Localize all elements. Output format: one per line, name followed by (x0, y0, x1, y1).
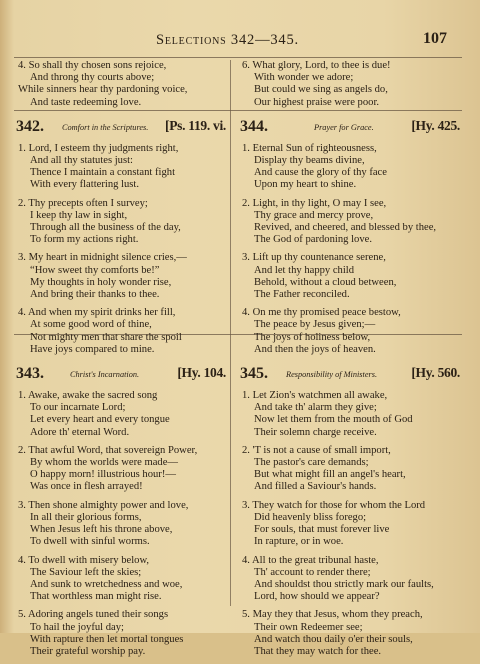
stanza (14, 500, 226, 549)
verse-line: The Father reconciled. (254, 289, 350, 301)
verse-line: I keep thy law in sight, (30, 209, 128, 221)
hymn-title: Prayer for Grace. (314, 122, 374, 132)
verse-line: Their grateful worship pay. (30, 645, 146, 657)
verse-line: In all their glorious forms, (30, 511, 142, 523)
verse-line: When Jesus left his throne above, (30, 524, 173, 536)
hymn-number: 344. (240, 117, 268, 135)
hymn-344 (238, 117, 460, 356)
verse-line: 1. Awake, awake the sacred song (18, 390, 158, 402)
page-header (0, 30, 480, 52)
stanza (238, 390, 460, 439)
verse-line: 4. So shall thy chosen sons rejoice, (18, 60, 167, 71)
verse-line: With rapture then let mortal tongues (30, 633, 184, 645)
hymn-title: Comfort in the Scriptures. (62, 122, 149, 132)
verse-line: Their own Redeemer see; (254, 621, 363, 633)
header-rule (14, 57, 462, 58)
verse-line: Have joys compared to mine. (30, 343, 155, 355)
verse-line: The Saviour left the skies; (30, 566, 142, 578)
verse-line: Thence I maintain a constant fight (30, 167, 176, 179)
verse-line: 2. That awful Word, that sovereign Power, (18, 444, 198, 456)
hymn-reference: [Hy. 104. (177, 365, 226, 381)
verse-line: 3. My heart in midnight silence cries,— (18, 252, 187, 264)
verse-line: 1. Let Zion's watchmen all awake, (242, 390, 388, 402)
verse-line: That they may watch for thee. (254, 645, 382, 657)
stanza (14, 143, 226, 192)
stanza (238, 198, 460, 247)
verse-line: Was once in flesh arrayed! (30, 481, 143, 493)
verse-line: Their solemn charge receive. (254, 426, 377, 438)
verse-line: The peace by Jesus given;— (254, 319, 376, 331)
verse-line: And let thy happy child (254, 264, 355, 276)
verse-line: At some good word of thine, (30, 319, 152, 331)
verse-line: The pastor's care demands; (254, 457, 369, 469)
hymn-heading (14, 364, 226, 386)
verse-line: The joys of holiness below, (254, 331, 371, 343)
verse-line: 5. Adoring angels tuned their songs (18, 609, 169, 621)
verse-line: 2. Thy precepts often I survey; (18, 197, 148, 209)
verse-line: But what might fill an angel's heart, (254, 469, 406, 481)
hymn-number: 345. (240, 365, 268, 383)
verse-line: But could we sing as angels do, (254, 84, 388, 96)
verse-line: With every flattering lust. (30, 179, 140, 191)
verse-line: 4. All to the great tribunal haste, (242, 554, 379, 566)
right-column (238, 60, 460, 664)
verse-line: Through all the business of the day, (30, 222, 181, 234)
hymn-heading (14, 117, 226, 139)
stanza (14, 609, 226, 658)
hymn-title: Responsibility of Ministers. (286, 370, 378, 380)
hymn-342 (14, 117, 226, 356)
page-number: 107 (423, 30, 447, 47)
verse-line: 6. What glory, Lord, to thee is due! (242, 60, 391, 71)
verse-line: And take th' alarm they give; (254, 402, 377, 414)
stanza (14, 252, 226, 301)
hymn-345 (238, 364, 460, 658)
hymn-title: Christ's Incarnation. (70, 370, 140, 380)
verse-line: Not mighty men that share the spoil (30, 331, 182, 343)
stanza (238, 143, 460, 192)
verse-line: 4. And when my spirit drinks her fill, (18, 307, 176, 319)
verse-line: 1. Eternal Sun of righteousness, (242, 142, 377, 154)
stanza (14, 390, 226, 439)
verse-line: Th' account to render there; (254, 566, 371, 578)
verse-line: My thoughts in holy wonder rise, (30, 276, 172, 288)
verse-line: 2. Light, in thy light, O may I see, (242, 197, 387, 209)
hymn-number: 343. (16, 365, 44, 383)
stanza (14, 198, 226, 247)
verse-line: And throng thy courts above; (30, 72, 155, 84)
verse-line: And taste redeeming love. (30, 96, 142, 108)
stanza (14, 307, 226, 356)
verse-line: The God of pardoning love. (254, 234, 372, 246)
verse-line: 3. Lift up thy countenance serene, (242, 252, 386, 264)
left-column (14, 60, 226, 664)
verse-line: Did heavenly bliss forego; (254, 511, 367, 523)
hymn-reference: [Hy. 425. (411, 117, 460, 133)
carryover-stanza-left (14, 60, 226, 109)
stanza (238, 609, 460, 658)
hymn-reference: [Hy. 560. (411, 365, 460, 381)
verse-line: 4. To dwell with misery below, (18, 554, 150, 566)
stanza (238, 307, 460, 356)
running-title: Selections 342—345. (156, 32, 299, 48)
hymn-heading (238, 364, 460, 386)
verse-line: 3. They watch for those for whom the Lord (242, 499, 426, 511)
verse-line: And watch thou daily o'er their souls, (254, 633, 413, 645)
verse-line: And filled a Saviour's hands. (254, 481, 377, 493)
verse-line: Now let them from the mouth of God (254, 414, 413, 426)
verse-line: Adore th' eternal Word. (30, 426, 130, 438)
verse-line: 5. May they that Jesus, whom they preach, (242, 609, 423, 621)
verse-line: To our incarnate Lord; (30, 402, 126, 414)
verse-line: Lord, how should we appear? (254, 591, 380, 603)
verse-line: And sunk to wretchedness and woe, (30, 578, 183, 590)
hymn-number: 342. (16, 117, 44, 135)
stanza (238, 555, 460, 604)
verse-line: And all thy statutes just: (30, 155, 133, 167)
verse-line: Our highest praise were poor. (254, 96, 380, 108)
verse-line: That worthless man might rise. (30, 591, 162, 603)
column-divider (230, 60, 231, 606)
verse-line: 2. 'T is not a cause of small import, (242, 444, 391, 456)
verse-line: Thy grace and mercy prove, (254, 209, 374, 221)
verse-line: “How sweet thy comforts be!” (30, 264, 160, 276)
stanza (14, 555, 226, 604)
verse-line: In rapture, or in woe. (254, 536, 344, 548)
verse-line: And then the joys of heaven. (254, 343, 376, 355)
verse-line: And shouldst thou strictly mark our faults, (254, 578, 434, 590)
hymn-heading (238, 117, 460, 139)
verse-line: With wonder we adore; (254, 72, 354, 84)
verse-line: And cause the glory of thy face (254, 167, 387, 179)
verse-line: Behold, without a cloud between, (254, 276, 397, 288)
verse-line: Upon my heart to shine. (254, 179, 357, 191)
verse-line: Display thy beams divine, (254, 155, 365, 167)
hymn-343 (14, 364, 226, 658)
verse-line: For souls, that must forever live (254, 524, 390, 536)
verse-line: Revived, and cheered, and blessed by thee, (254, 222, 437, 234)
verse-line: To form my actions right. (30, 234, 139, 246)
verse-line: O happy morn! illustrious hour!— (30, 469, 176, 481)
verse-line: 4. On me thy promised peace bestow, (242, 307, 401, 319)
verse-line: And bring their thanks to thee. (30, 289, 160, 301)
verse-line: To dwell with sinful worms. (30, 536, 150, 548)
verse-line: By whom the worlds were made— (30, 457, 178, 469)
stanza (238, 500, 460, 549)
verse-line: While sinners hear thy pardoning voice, (18, 84, 188, 96)
stanza (238, 445, 460, 494)
verse-line: 1. Lord, I esteem thy judgments right, (18, 142, 179, 154)
stanza (14, 445, 226, 494)
stanza (238, 252, 460, 301)
verse-line: To hail the joyful day; (30, 621, 124, 633)
verse-line: Let every heart and every tongue (30, 414, 170, 426)
hymn-reference: [Ps. 119. vi. (165, 117, 226, 133)
verse-line: 3. Then shone almighty power and love, (18, 499, 189, 511)
carryover-stanza-right (238, 60, 460, 109)
